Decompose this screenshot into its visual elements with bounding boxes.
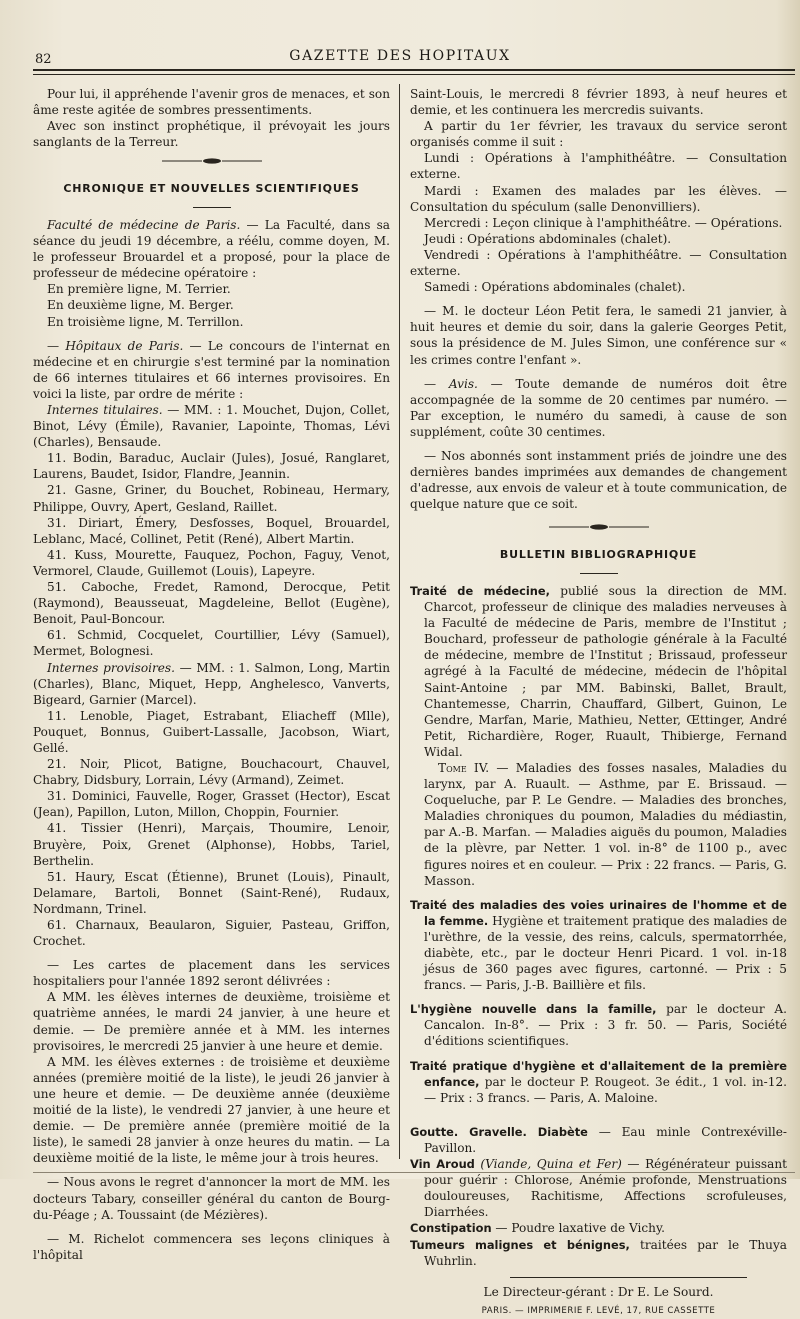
biblio-tome-lead: Tome IV. [438, 760, 490, 775]
biblio-title: Traité de médecine, [410, 583, 550, 598]
biblio-text: publié sous la direction de MM. Charcot, professeur de clinique des maladies nerveuses à la Faculté de médecine de Paris, membre de l'Institut ; Bouchard, professeur de pathologie générale à la Faculté de médecine, membre de l'Institut ; Brissaud, professeur agrégé à la Faculté de médecine, médecin de l'hôpital Saint-Antoine ; par MM. Babinski, Ballet, Brault, Chantemesse, Charrin, Chauffard, Gilbert, Guinon, Le Gendre, Marfan, Marie, Mathieu, Netter, Œttinger, André Petit, Richardière, Roger, Ruault, Thibierge, Fernand Widal. [424, 583, 788, 759]
biblio-text: par le docteur A. Cancalon. In-8°. — Prix : 3 fr. 50. — Paris, Société d'éditions scientifiques. [424, 1002, 787, 1049]
biblio-entry-allaitement [410, 1058, 787, 1106]
ad-text: — Eau minle Contrexéville-Pavillon. [424, 1124, 787, 1155]
titulaires-group-51: 51. Caboche, Fredet, Ramond, Derocque, Petit (Raymond), Beausseuat, Magdeleine, Bellot (Eugène), Benoit, Paul-Boncour. [33, 580, 390, 627]
running-head: GAZETTE DES HOPITAUX [289, 48, 511, 64]
hopitaux-lead: — Hôpitaux de Paris. [47, 338, 184, 353]
hopitaux-text: — Le concours de l'internat en médecine et en chirurgie s'est terminé par la nomination de 66 internes titulaires et 66 internes provisoires. En voici la liste, par ordre de mérite : [33, 338, 390, 401]
organisation-paragraph: A partir du 1er février, les travaux du service seront organisés comme il suit : [410, 119, 787, 150]
signature-rule [510, 1277, 747, 1278]
biblio-title: L'hygiène nouvelle dans la famille, [410, 1002, 657, 1017]
nomination-line-3: En troisième ligne, M. Terrillon. [47, 314, 244, 329]
director-signature: Le Directeur-gérant : Dr E. Le Sourd. [483, 1284, 714, 1299]
provisoires-group-21: 21. Noir, Plicot, Batigne, Bouchacourt, Chauvel, Chabry, Didsbury, Lorrain, Lévy (Armand), Zeimet. [33, 757, 390, 788]
abonnes-paragraph: — Nos abonnés sont instamment priés de joindre une des dernières bandes imprimées aux demandes de changement d'adresse, aux envois de valeur et à toute communication, de quelque nature que ce soit. [410, 448, 787, 512]
avis-text: — Toute demande de numéros doit être accompagnée de la somme de 20 centimes par numéro. — Par exception, le numéro du samedi, à cause de son supplément, coûte 30 centimes. [410, 376, 787, 439]
ad-text: — Régénérateur puissant pour guérir : Chlorose, Anémie profonde, Menstruations douloureuses, Rachitisme, Affections scrofuleuses, Diarrhées. [424, 1157, 787, 1220]
ad-title: Goutte. Gravelle. Diabète [410, 1124, 588, 1139]
printer-line: PARIS. — IMPRIMERIE F. LEVÉ, 17, RUE CASSETTE [481, 1305, 716, 1316]
cartes-paragraph-1: — Les cartes de placement dans les services hospitaliers pour l'année 1892 seront délivrées : [33, 958, 390, 989]
ad-constipation [410, 1220, 787, 1236]
header-rule-thin [33, 74, 795, 75]
intro-paragraph-1: Pour lui, il appréhende l'avenir gros de menaces, et son âme reste agitée de sombres pressentiments. [33, 87, 390, 118]
provisoires-lead: Internes provisoires. [47, 660, 175, 675]
biblio-entry-traite-medecine [410, 583, 787, 760]
titulaires-text: — MM. : 1. Mouchet, Dujon, Collet, Binot, Lévy (Émile), Ravanier, Lapointe, Thomas, Lévi (Charles), Bensaude. [33, 403, 390, 450]
titulaires-lead: Internes titulaires. [47, 403, 163, 417]
richelot-paragraph: — M. Richelot commencera ses leçons cliniques à l'hôpital [33, 1231, 390, 1262]
ad-title: Tumeurs malignes et bénignes, [410, 1237, 630, 1252]
nomination-line-2: En deuxième ligne, M. Berger. [47, 298, 234, 313]
ad-tumeurs [410, 1237, 787, 1269]
biblio-text: Hygiène et traitement pratique des maladies de l'urèthre, de la vessie, des reins, calculs, spermatorrhée, diabète, etc., par le docteur Henri Picard. 1 vol. in-18 jésus de 360 pages avec figures, cartonné. — Prix : 5 francs. — Paris, J.-B. Baillière et fils. [424, 913, 787, 993]
biblio-title: Traité pratique d'hygiène et d'allaitement de la première enfance, [410, 1058, 787, 1089]
conference-paragraph: — M. le docteur Léon Petit fera, le samedi 21 janvier, à huit heures et demie du soir, dans la galerie Georges Petit, sous la présidence de M. Jules Simon, une conférence sur « les crimes contre l'enfant ». [410, 304, 787, 367]
biblio-entry-hygiene [410, 1001, 787, 1049]
schedule-mardi: Mardi : Examen des malades par les élèves. — Consultation du spéculum (salle Denonvilliers). [410, 183, 787, 214]
page-number: 82 [35, 52, 52, 67]
ad-text: — Poudre laxative de Vichy. [491, 1221, 666, 1236]
ad-contrexeville [410, 1124, 787, 1156]
titulaires-group-11: 11. Bodin, Baraduc, Auclair (Jules), Josué, Ranglaret, Laurens, Baudet, Isidor, Flandre, Jeannin. [33, 451, 390, 482]
biblio-entry-tome [410, 760, 787, 889]
biblio-entry-voies-urinaires [410, 897, 787, 994]
provisoires-group-61: 61. Charnaux, Beaularon, Siguier, Pasteau, Griffon, Crochet. [33, 918, 390, 949]
schedule-jeudi: Jeudi : Opérations abdominales (chalet). [424, 231, 672, 246]
faculte-text: — La Faculté, dans sa séance du jeudi 19 décembre, a réélu, comme doyen, M. le professeur Brouardel et a proposé, pour la place de professeur de médecine opératoire : [33, 217, 390, 281]
ad-title: Vin Aroud [410, 1157, 475, 1172]
ad-italic: (Viande, Quina et Fer) [474, 1157, 622, 1172]
ad-text: traitées par le Thuya Wuhrlin. [424, 1237, 787, 1268]
cartes-paragraph-2: A MM. les élèves internes de deuxième, troisième et quatrième années, le mardi 24 janvier, à une heure et demie. — De première année et à MM. les internes provisoires, le mercredi 25 janvier à une heure et demie. [33, 990, 390, 1053]
titulaires-group-31: 31. Diriart, Émery, Desfosses, Boquel, Brouardel, Leblanc, Macé, Collinet, Petit (René), Albert Martin. [33, 515, 390, 546]
titulaires-group-61: 61. Schmid, Cocquelet, Courtillier, Lévy (Samuel), Mermet, Bolognesi. [33, 628, 390, 659]
ornament-rule-icon [162, 157, 262, 165]
provisoires-group-51: 51. Haury, Escat (Étienne), Brunet (Louis), Pinault, Delamare, Bartoli, Bonnet (Saint-René), Rudaux, Nordmann, Trinel. [33, 869, 390, 916]
titulaires-group-41: 41. Kuss, Mourette, Fauquez, Pochon, Faguy, Venot, Vermorel, Claude, Guillemot (Louis), Lapeyre. [33, 547, 390, 578]
deces-paragraph: — Nous avons le regret d'annoncer la mort de MM. les docteurs Tabary, conseiller général du canton de Bourg-du-Péage ; A. Toussaint (de Mézières). [33, 1175, 390, 1222]
faculte-paragraph [33, 217, 390, 281]
faculte-lead: Faculté de médecine de Paris. [47, 217, 241, 232]
ornament-separator [33, 156, 390, 165]
avis-paragraph [410, 376, 787, 440]
hopitaux-paragraph [33, 338, 390, 402]
provisoires-text: — MM. : 1. Salmon, Long, Martin (Charles), Blanc, Miquet, Hepp, Anghelesco, Vanverts, Bigeard, Garnier (Marcel). [33, 660, 390, 707]
bottom-edge [33, 1172, 795, 1178]
ad-vin-aroud [410, 1156, 787, 1220]
biblio-text: par le docteur P. Rougeot. 3e édit., 1 vol. in-12. — Prix : 3 francs. — Paris, A. Maloine. [424, 1074, 787, 1105]
titulaires-group-1 [33, 402, 390, 450]
provisoires-group-1 [33, 660, 390, 708]
section-heading-chronique: CHRONIQUE ET NOUVELLES SCIENTIFIQUES [63, 181, 360, 195]
provisoires-group-31: 31. Dominici, Fauvelle, Roger, Grasset (Hector), Escat (Jean), Papillon, Luton, Millon, Choppin, Fournier. [33, 789, 390, 820]
provisoires-group-11: 11. Lenoble, Piaget, Estrabant, Eliacheff (Mlle), Pouquet, Bonnus, Guibert-Lassalle, Jacobson, Wiart, Gellé. [33, 708, 390, 755]
cartes-paragraph-3: A MM. les élèves externes : de troisième et deuxième années (première moitié de la liste), le jeudi 26 janvier à une heure et demie. — De deuxième année (deuxième moitié de la liste), le vendredi 27 janvier, à une heure et demie. — De première année (première moitié de la liste), le samedi 28 janvier à onze heures du matin. — La deuxième moitié de la liste, le même jour à trois heures. [33, 1054, 390, 1166]
biblio-tome-text: — Maladies des fosses nasales, Maladies du larynx, par A. Ruault. — Asthme, par E. Brissaud. — Coqueluche, par P. Le Gendre. — Maladies des bronches, Maladies chroniques du poumon, Maladies du médiastin, par A.-B. Marfan. — Maladies aiguës du poumon, Maladies de la plèvre, par Netter. 1 vol. in-8° de 1100 p., avec figures noires et en couleur. — Prix : 22 francs. — Paris, G. Masson. [424, 760, 787, 888]
nomination-line-1: En première ligne, M. Terrier. [47, 282, 231, 297]
right-column [410, 86, 787, 1319]
schedule-lundi: Lundi : Opérations à l'amphithéâtre. — Consultation externe. [410, 151, 787, 182]
short-rule [33, 203, 390, 211]
schedule-vendredi: Vendredi : Opérations à l'amphithéâtre. — Consultation externe. [410, 247, 787, 279]
biblio-title: Traité des maladies des voies urinaires de l'homme et de la femme. [410, 897, 787, 928]
left-column [33, 86, 390, 1263]
avis-lead: — Avis. [424, 376, 478, 391]
ad-title: Constipation [410, 1221, 492, 1236]
spacer [410, 1106, 787, 1124]
header-rule-thick [33, 69, 795, 71]
column-divider [399, 84, 400, 1159]
ornament-separator-right [410, 522, 787, 531]
titulaires-group-21: 21. Gasne, Griner, du Bouchet, Robineau, Hermary, Philippe, Ouvry, Apert, Gesland, Raillet. [33, 483, 390, 514]
short-rule-right [410, 569, 787, 577]
section-heading-bulletin: BULLETIN BIBLIOGRAPHIQUE [499, 547, 698, 561]
richelot-continuation: Saint-Louis, le mercredi 8 février 1893, à neuf heures et demie, et les continuera les mercredis suivants. [410, 87, 787, 118]
intro-paragraph-2: Avec son instinct prophétique, il prévoyait les jours sanglants de la Terreur. [33, 119, 390, 150]
schedule-samedi: Samedi : Opérations abdominales (chalet). [424, 280, 686, 295]
ornament-rule-icon [549, 523, 649, 531]
schedule-mercredi: Mercredi : Leçon clinique à l'amphithéâtre. — Opérations. [424, 215, 783, 230]
provisoires-group-41: 41. Tissier (Henri), Marçais, Thoumire, Lenoir, Bruyère, Poix, Grenet (Alphonse), Hobbs, Tariel, Berthelin. [33, 821, 390, 868]
